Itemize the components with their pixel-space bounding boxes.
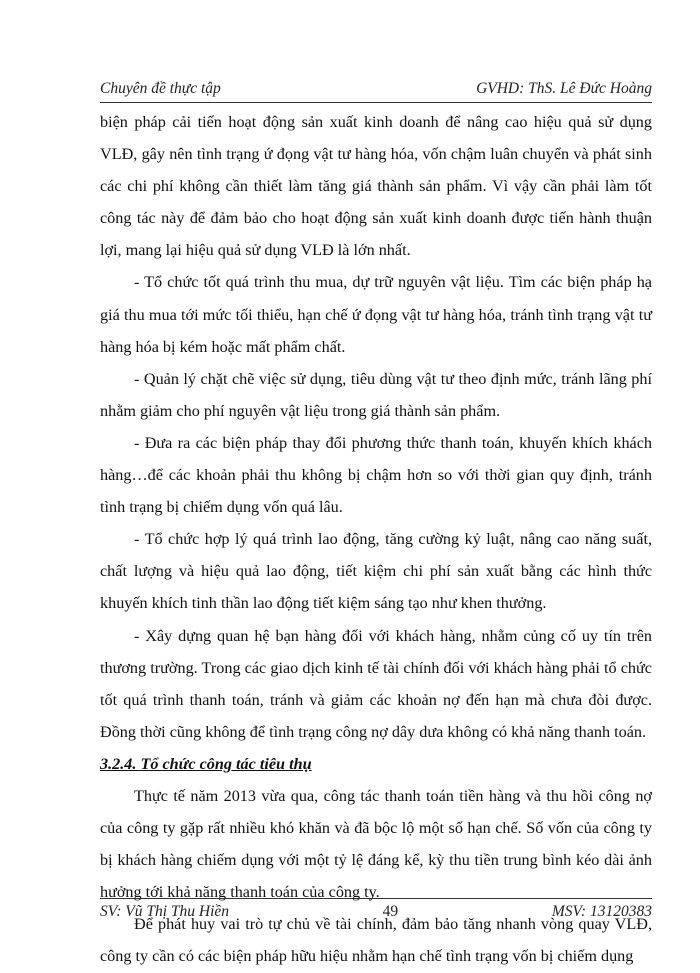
header-supervisor: GVHD: ThS. Lê Đức Hoàng [476, 80, 652, 97]
bullet-paragraph: - Xây dựng quan hệ bạn hàng đối với khách hàng, nhằm củng cố uy tín trên thương trường. Trong các giao dịch kinh tế tài chính đối với khách hàng phải tổ chức tốt quá trình thanh toán, tránh và giảm các khoản nợ đến hạn mà chưa đòi được. Đồng thời cũng không để tình trạng công nợ dây dưa không có khả năng thanh toán. [100, 626, 652, 741]
section-heading: 3.2.4. Tổ chức công tác tiêu thụ [100, 754, 312, 773]
paragraph: Thực tế năm 2013 vừa qua, công tác thanh toán tiền hàng và thu hồi công nợ của công ty gặp rất nhiều khó khăn và đã bộc lộ một số hạn chế. Số vốn của công ty bị khách hàng chiếm dụng với một tỷ lệ đáng kể, kỳ thu tiền trung bình kéo dài ảnh hưởng tới khả năng thanh toán của công ty. [100, 786, 652, 902]
page-body [100, 106, 652, 973]
footer-student-id: MSV: 13120383 [551, 903, 652, 920]
page-footer [100, 898, 652, 921]
paragraph: Để phát huy vai trò tự chủ về tài chính, đảm bảo tăng nhanh vòng quay VLĐ, công ty cần có các biện pháp hữu hiệu nhằm hạn chế tình trạng vốn bị chiếm dụng [100, 915, 652, 966]
bullet-paragraph: - Tổ chức hợp lý quá trình lao động, tăng cường kỷ luật, nâng cao năng suất, chất lượng và hiệu quả lao động, tiết kiệm chi phí sản xuất bằng các hình thức khuyến khích tinh thần lao động tiết kiệm sáng tạo như khen thưởng. [100, 530, 652, 613]
page-header [100, 80, 652, 103]
page-number: 49 [382, 903, 399, 920]
bullet-paragraph: - Quản lý chặt chẽ việc sử dụng, tiêu dùng vật tư theo định mức, tránh lãng phí nhằm giảm cho phí nguyên vật liệu trong giá thành sản phẩm. [100, 369, 652, 420]
bullet-paragraph: - Tổ chức tốt quá trình thu mua, dự trữ nguyên vật liệu. Tìm các biện pháp hạ giá thu mua tới mức tối thiểu, hạn chế ứ đọng vật tư hàng hóa, tránh tình trạng vật tư hàng hóa bị kém hoặc mất phẩm chất. [100, 273, 652, 356]
header-topic: Chuyên đề thực tập [100, 80, 221, 97]
paragraph: biện pháp cải tiến hoạt động sản xuất kinh doanh để nâng cao hiệu quả sử dụng VLĐ, gây nên tình trạng ứ đọng vật tư hàng hóa, vốn chậm luân chuyển và phát sinh các chi phí không cần thiết làm tăng giá thành sản phẩm. Vì vậy cần phải làm tốt công tác này để đảm bảo cho hoạt động sản xuất kinh doanh được tiến hành thuận lợi, mang lại hiệu quả sử dụng VLĐ là lớn nhất. [100, 113, 652, 260]
bullet-paragraph: - Đưa ra các biện pháp thay đổi phương thức thanh toán, khuyến khích khách hàng…để các khoản phải thu không bị chậm hơn so với thời gian quy định, tránh tình trạng bị chiếm dụng vốn quá lâu. [100, 433, 652, 517]
footer-student: SV: Vũ Thị Thu Hiền [100, 903, 230, 920]
